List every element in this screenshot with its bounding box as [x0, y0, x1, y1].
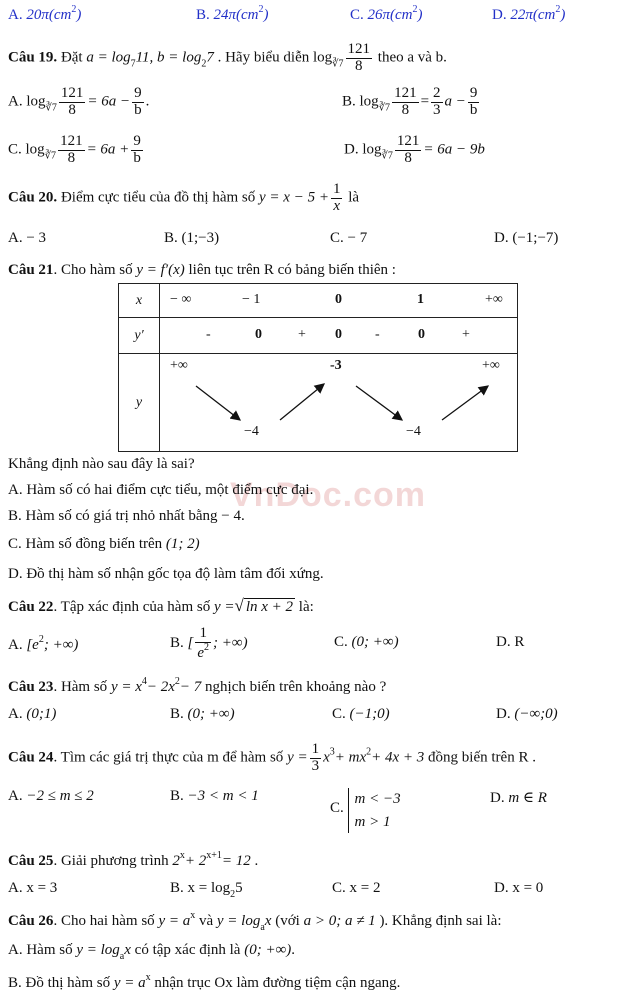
q21-stem: Câu 21. Cho hàm số y = f′(x) liên tục trên R có bảng biến thiên :: [8, 262, 396, 278]
sign: -: [206, 327, 211, 342]
q25-option-c[interactable]: C. x = 2: [332, 880, 381, 896]
q21-question: Khẳng định nào sau đây là sai?: [8, 456, 195, 472]
q26-stem: Câu 26. Cho hai hàm số $y = a^x$ và $y = \log_ax$ (với a > 0; a ≠ 1 ). Khẳng định sai là:: [8, 910, 502, 933]
q23-option-c[interactable]: C. (−1;0): [332, 706, 390, 722]
x-value: +∞: [485, 292, 503, 307]
q20-stem: Câu 20. Điểm cực tiểu của đồ thị hàm số y = x − 5 + $\frac{1}{x}$ là: [8, 181, 360, 214]
q25-stem: Câu 25. Giải phương trình $2^x+ 2^{x+1}= 12$ .: [8, 850, 259, 869]
x-value: 0: [335, 292, 342, 307]
q21-option-d[interactable]: D. Đồ thị hàm số nhận gốc tọa độ làm tâm đối xứng.: [8, 566, 324, 582]
q24-option-c[interactable]: C. m < −3 m > 1: [330, 784, 401, 833]
q19-option-d[interactable]: D. $\log_{∛7}$ $\frac{121}{8}$ = 6a − 9b: [344, 133, 485, 166]
q22-stem: Câu 22. Tập xác định của hàm số y =√ ln x + 2 là:: [8, 596, 314, 615]
q20-option-b[interactable]: B. (1;−3): [164, 230, 220, 246]
y-value-low2: −4: [406, 424, 421, 439]
table-yp-label: y′: [119, 318, 160, 354]
q19-option-b[interactable]: B. $\log_{∛7}$ $\frac{121}{8}$ = $\frac{2}{3}$ a − $\frac{9}{b}$: [342, 85, 478, 118]
y-value-right: +∞: [482, 358, 500, 373]
q20-option-d[interactable]: D. (−1;−7): [494, 230, 559, 246]
q19-option-c[interactable]: C. $\log_{∛7}$ $\frac{121}{8}$ = 6a + $\frac{9}{b}$: [8, 133, 141, 166]
arrow-down: [196, 386, 240, 420]
q23-option-a[interactable]: A. (0;1): [8, 706, 57, 722]
q22-option-c[interactable]: C. (0; +∞): [334, 634, 399, 650]
x-value: − 1: [242, 292, 261, 307]
y-value-left: +∞: [170, 358, 188, 373]
y-value-low1: −4: [244, 424, 259, 439]
q22-option-a[interactable]: A. [$e^2$; +∞): [8, 634, 79, 653]
q19-option-a[interactable]: A. $\log_{∛7}$ $\frac{121}{8}$ = 6a − $\frac{9}{b}$ .: [8, 85, 150, 118]
q24-option-a[interactable]: A. −2 ≤ m ≤ 2: [8, 788, 94, 804]
watermark: VnDoc.com: [230, 476, 427, 514]
q21-option-c[interactable]: C. Hàm số đồng biến trên (1; 2): [8, 536, 200, 552]
q21-option-b[interactable]: B. Hàm số có giá trị nhỏ nhất bằng − 4.: [8, 508, 245, 524]
arrow-down: [356, 386, 402, 420]
q21-option-a[interactable]: A. Hàm số có hai điểm cực tiểu, một điểm cực đại.: [8, 482, 314, 498]
q25-option-b[interactable]: B. $x = \log_25$: [170, 880, 243, 900]
q24-option-b[interactable]: B. −3 < m < 1: [170, 788, 259, 804]
top-answer-b: B. $24\pi(cm^2)$: [196, 4, 269, 23]
q25-option-d[interactable]: D. x = 0: [494, 880, 544, 896]
q23-option-d[interactable]: D. (−∞;0): [496, 706, 558, 722]
q20-option-c[interactable]: C. − 7: [330, 230, 368, 246]
q23-option-b[interactable]: B. (0; +∞): [170, 706, 235, 722]
q24-stem: Câu 24. Tìm các giá trị thực của m để hàm số y = $\frac{1}{3}$ $x^3+ mx^2+ 4x + 3$ đồng biến trên R .: [8, 741, 536, 774]
table-y-label: y: [119, 354, 160, 452]
sign: +: [298, 327, 306, 342]
top-answer-c: C. $26\pi(cm^2)$: [350, 4, 423, 23]
arrow-up: [280, 384, 324, 420]
q26-option-a[interactable]: A. Hàm số $y = \log_ax$ có tập xác định là (0; +∞).: [8, 942, 296, 962]
variation-arrows: [160, 354, 518, 452]
x-value: − ∞: [170, 292, 192, 307]
sign: +: [462, 327, 470, 342]
x-value: 1: [417, 292, 424, 307]
q22-option-b[interactable]: B. [ $\frac{1}{e^2}$ ; +∞): [170, 625, 248, 661]
q26-option-b[interactable]: B. Đồ thị hàm số $y = a^x$ nhận trục Ox làm đường tiệm cận ngang.: [8, 972, 401, 991]
q22-option-d[interactable]: D. R: [496, 634, 525, 650]
q19-stem: Câu 19. Đặt $a = \log_711$, $b = \log_27$ . Hãy biểu diễn $\log_{∛7}$ $\frac{121}{8}$ theo a và b.: [8, 41, 447, 74]
sign: 0: [255, 327, 262, 342]
sign: -: [375, 327, 380, 342]
top-answer-d: D. $22\pi(cm^2)$: [492, 4, 566, 23]
q23-stem: Câu 23. Hàm số $y = x^4- 2x^2- 7$ nghịch biến trên khoảng nào ?: [8, 676, 387, 695]
q20-option-a[interactable]: A. − 3: [8, 230, 47, 246]
arrow-up: [442, 386, 488, 420]
variation-table: [118, 283, 518, 452]
sign: 0: [335, 327, 342, 342]
q24-option-d[interactable]: D. m ∈ R: [490, 790, 547, 806]
top-answer-a: A. $20\pi(cm^2)$: [8, 4, 82, 23]
y-value-mid: -3: [330, 358, 342, 373]
q25-option-a[interactable]: A. x = 3: [8, 880, 58, 896]
sign: 0: [418, 327, 425, 342]
table-x-label: x: [119, 284, 160, 318]
